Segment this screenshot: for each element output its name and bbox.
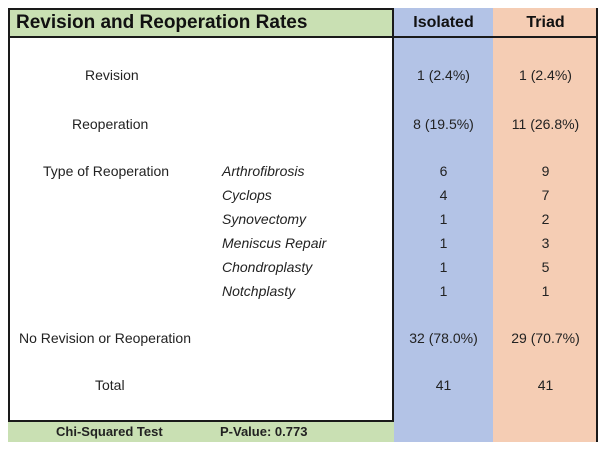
type-isolated: 1	[439, 283, 448, 299]
type-triad: 9	[541, 163, 550, 179]
reoperation-triad: 11 (26.8%)	[511, 116, 580, 132]
no-revision-triad: 29 (70.7%)	[511, 330, 580, 346]
type-label: Chondroplasty	[222, 259, 313, 275]
revision-triad: 1 (2.4%)	[519, 67, 572, 83]
type-triad: 3	[541, 235, 550, 251]
triad-header: Triad	[526, 14, 565, 31]
type-label: Notchplasty	[222, 283, 296, 299]
type-isolated: 1	[439, 211, 448, 227]
type-of-reoperation-label: Type of Reoperation	[43, 163, 170, 179]
p-value: P-Value: 0.773	[220, 424, 308, 439]
type-isolated: 6	[439, 163, 448, 179]
total-triad: 41	[537, 377, 554, 393]
type-label: Synovectomy	[222, 211, 307, 227]
total-label: Total	[95, 377, 125, 393]
chi-squared-label: Chi-Squared Test	[56, 424, 163, 439]
table-title: Revision and Reoperation Rates	[8, 8, 394, 38]
type-triad: 5	[541, 259, 550, 275]
no-revision-isolated: 32 (78.0%)	[409, 330, 478, 346]
type-label: Meniscus Repair	[222, 235, 327, 251]
type-triad: 7	[541, 187, 550, 203]
reoperation-isolated: 8 (19.5%)	[413, 116, 474, 132]
type-triad: 1	[541, 283, 550, 299]
type-isolated: 1	[439, 235, 448, 251]
type-isolated: 4	[439, 187, 448, 203]
isolated-header: Isolated	[413, 14, 474, 31]
reoperation-label: Reoperation	[72, 116, 149, 132]
revision-isolated: 1 (2.4%)	[417, 67, 470, 83]
revision-label: Revision	[85, 67, 139, 83]
footer-bar	[8, 420, 394, 442]
no-revision-label: No Revision or Reoperation	[19, 330, 191, 346]
type-label: Cyclops	[222, 187, 272, 203]
total-isolated: 41	[435, 377, 452, 393]
type-triad: 2	[541, 211, 550, 227]
type-label: Arthrofibrosis	[222, 163, 305, 179]
type-isolated: 1	[439, 259, 448, 275]
